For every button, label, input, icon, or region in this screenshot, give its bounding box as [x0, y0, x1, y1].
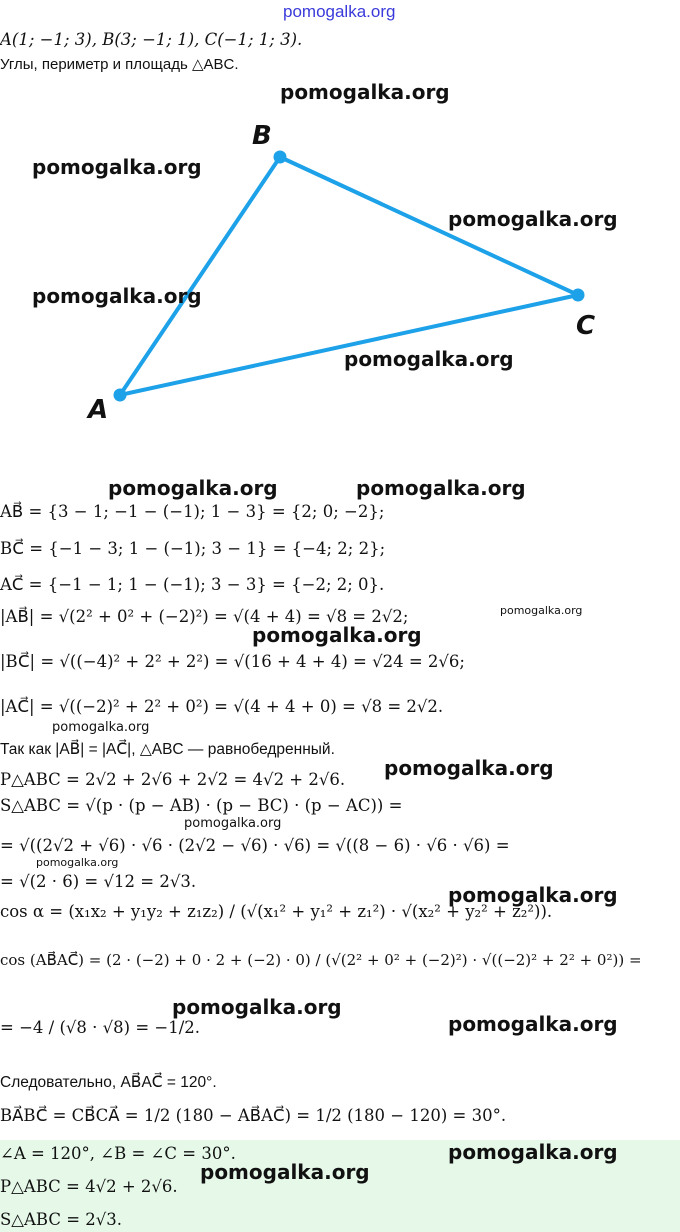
header-watermark: pomogalka.org	[283, 2, 396, 21]
solution-line-vector-ac: AC⃗ = {−1 − 1; 1 − (−1); 3 − 3} = {−2; 2; 0}.	[0, 575, 385, 594]
side-ac	[120, 295, 578, 395]
watermark: pomogalka.org	[448, 883, 618, 907]
watermark: pomogalka.org	[108, 476, 278, 500]
watermark-small: pomogalka.org	[500, 604, 583, 617]
solution-line-vector-ab: AB⃗ = {3 − 1; −1 − (−1); 1 − 3} = {2; 0; −2};	[0, 502, 385, 521]
watermark: pomogalka.org	[32, 284, 202, 308]
watermark: pomogalka.org	[344, 347, 514, 371]
solution-line-area: = √(2 · 6) = √12 = 2√3.	[0, 872, 197, 891]
watermark-small: pomogalka.org	[184, 816, 282, 831]
side-ab	[120, 157, 280, 395]
solution-line-length-ac: |AC⃗| = √((−2)² + 2² + 0²) = √(4 + 4 + 0) = √8 = 2√2.	[0, 697, 444, 716]
watermark: pomogalka.org	[32, 155, 202, 179]
watermark: pomogalka.org	[172, 995, 342, 1019]
solution-line-heron: S△ABC = √(p · (p − AB) · (p − BC) · (p − AC)) =	[0, 796, 403, 815]
task-question: Углы, периметр и площадь △ABC.	[0, 56, 239, 73]
watermark: pomogalka.org	[448, 1012, 618, 1036]
triangle-figure	[0, 100, 680, 440]
watermark: pomogalka.org	[200, 1160, 370, 1184]
answer-perimeter: P△ABC = 4√2 + 2√6.	[0, 1177, 178, 1196]
watermark-small: pomogalka.org	[52, 720, 150, 735]
vertex-a-label: A	[88, 395, 109, 425]
solution-line-perimeter: P△ABC = 2√2 + 2√6 + 2√2 = 4√2 + 2√6.	[0, 770, 346, 789]
vertex-c-dot	[572, 289, 585, 302]
vertex-c-label: C	[576, 311, 596, 341]
vertex-b-label: B	[252, 121, 272, 151]
solution-line-cos-value: = −4 / (√8 · √8) = −1/2.	[0, 1018, 201, 1037]
watermark: pomogalka.org	[448, 207, 618, 231]
watermark: pomogalka.org	[384, 756, 554, 780]
task-points: A(1; −1; 3), B(3; −1; 1), C(−1; 1; 3).	[0, 30, 303, 49]
solution-line-length-ab: |AB⃗| = √(2² + 0² + (−2)²) = √(4 + 4) = √8 = 2√2;	[0, 607, 409, 626]
vertex-a-dot	[114, 389, 127, 402]
solution-line-vector-bc: BC⃗ = {−1 − 3; 1 − (−1); 3 − 1} = {−4; 2; 2};	[0, 539, 386, 558]
watermark: pomogalka.org	[356, 476, 526, 500]
solution-line-cos-formula: cos α = (x₁x₂ + y₁y₂ + z₁z₂) / (√(x₁² + y₁² + z₁²) · √(x₂² + y₂² + z₂²)).	[0, 902, 553, 921]
solution-line-length-bc: |BC⃗| = √((−4)² + 2² + 2²) = √(16 + 4 + 4) = √24 = 2√6;	[0, 652, 465, 671]
watermark-small: pomogalka.org	[36, 856, 119, 869]
answer-area: S△ABC = 2√3.	[0, 1210, 123, 1229]
watermark: pomogalka.org	[252, 623, 422, 647]
watermark: pomogalka.org	[280, 80, 450, 104]
solution-line-angle-a: Следовательно, AB⃗AC⃗ = 120°.	[0, 1074, 217, 1091]
solution-line-heron-expand: = √((2√2 + √6) · √6 · (2√2 − √6) · √6) = √((8 − 6) · √6 · √6) =	[0, 836, 510, 855]
solution-line-cos-substitution: cos (AB⃗AC⃗) = (2 · (−2) + 0 · 2 + (−2) · 0) / (√(2² + 0² + (−2)²) · √((−2)² + 2² + 0²)) =	[0, 951, 642, 969]
watermark: pomogalka.org	[448, 1140, 618, 1164]
solution-line-base-angles: BA⃗BC⃗ = CB⃗CA⃗ = 1/2 (180 − AB⃗AC⃗) = 1/2 (180 − 120) = 30°.	[0, 1106, 507, 1125]
solution-line-isosceles: Так как |AB⃗| = |AC⃗|, △ABC — равнобедренный.	[0, 741, 335, 758]
answer-angles: ∠A = 120°, ∠B = ∠C = 30°.	[0, 1144, 236, 1163]
vertex-b-dot	[274, 151, 287, 164]
